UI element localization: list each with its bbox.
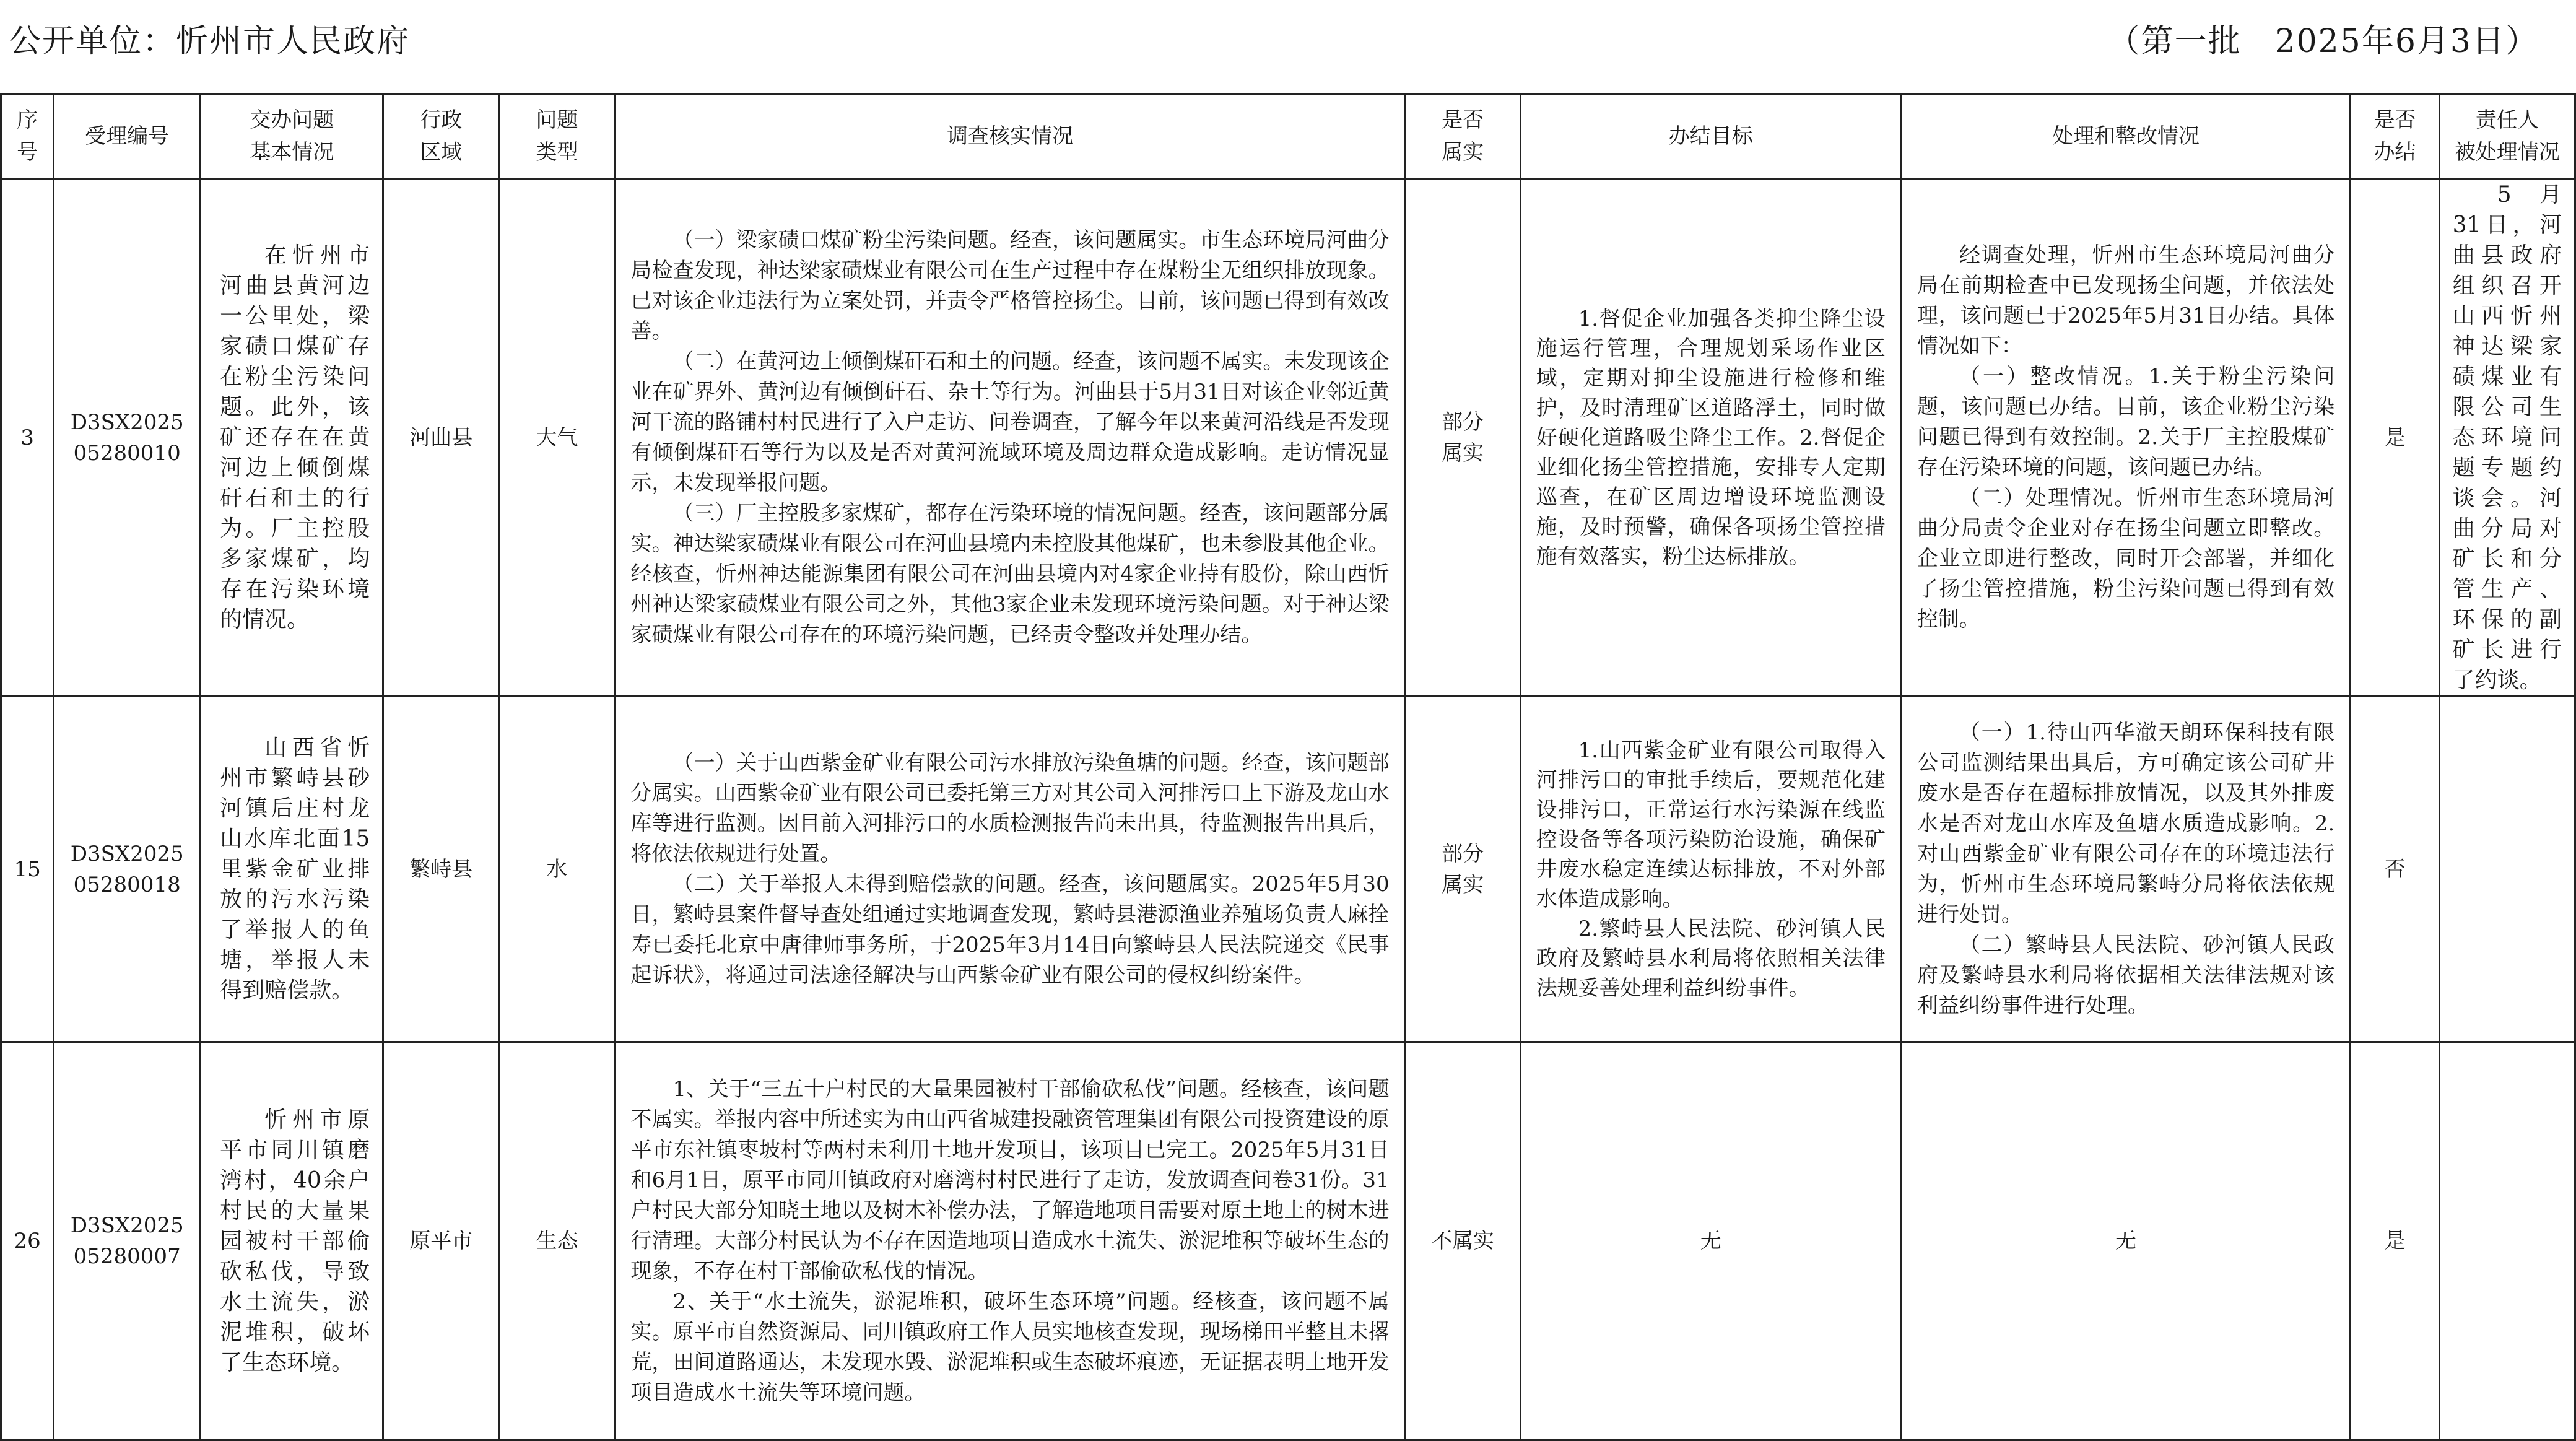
handling-paragraph: （二）繁峙县人民法院、砂河镇人民政府及繁峙县水利局将依据相关法律法规对该利益纠纷事件进行处理。 bbox=[1917, 932, 2335, 1018]
investigation-paragraph: 1、关于“三五十户村民的大量果园被村干部偷砍私伐”问题。经核查，该问题不属实。举报内容中所述实为由山西省城建投融资管理集团有限公司投资建设的原平市东社镇枣坡村等两村未利用土地开发项目，该项目已完工。2025年5月31日和6月1日，原平市同川镇政府对磨湾村村民进行了走访，发放调查问卷31份。31户村民大部分知晓土地以及树木补偿办法，了解造地项目需要对原土地上的树木进行清理。大部分村民认为不存在因造地项目造成水土流失、淤泥堆积等破坏生态的现象，不存在村干部偷砍私伐的情况。 bbox=[630, 1076, 1390, 1284]
investigation-paragraph: 2、关于“水土流失，淤泥堆积，破坏生态环境”问题。经核查，该问题不属实。原平市自然资源局、同川镇政府工作人员实地核查发现，现场梯田平整且未撂荒，田间道路通达，未发现水毁、淤泥堆积或生态破坏痕迹，无证据表明土地开发项目造成水土流失等环境问题。 bbox=[630, 1289, 1390, 1405]
cell-type: 生态 bbox=[499, 1042, 615, 1440]
table-row bbox=[1, 697, 2575, 1042]
cell-region: 繁峙县 bbox=[383, 697, 499, 1042]
investigation-paragraph: （三）厂主控股多家煤矿，都存在污染环境的情况问题。经查，该问题部分属实。神达梁家碛煤业有限公司在河曲县境内未控股其他煤矿，也未参股其他企业。经核查，忻州神达能源集团有限公司在河曲县境内对4家企业持有股份，除山西忻州神达梁家碛煤业有限公司之外，其他3家企业未发现环境污染问题。对于神达梁家碛煤业有限公司存在的环境污染问题，已经责令整改并处理办结。 bbox=[630, 500, 1390, 647]
goal-paragraph: 1.督促企业加强各类抑尘降尘设施运行管理，合理规划采场作业区域，定期对抑尘设施进行检修和维护，及时清理矿区道路浮土，同时做好硬化道路吸尘降尘工作。2.督促企业细化扬尘管控措施，安排专人定期巡查，在矿区周边增设环境监测设施，及时预警，确保各项扬尘管控措施有效落实，粉尘达标排放。 bbox=[1536, 306, 1886, 569]
cell-investigation bbox=[615, 179, 1405, 697]
table-header-row bbox=[1, 94, 2575, 179]
document-header bbox=[0, 0, 2576, 84]
cell-responsible bbox=[2439, 179, 2575, 697]
col-header-id: 受理编号 bbox=[54, 94, 201, 179]
case-table bbox=[0, 93, 2576, 1441]
cell-type: 水 bbox=[499, 697, 615, 1042]
responsible-text: 5月31日，河曲县政府组织召开山西忻州神达梁家碛煤业有限公司生态环境问题专题约谈会。河曲分局对矿长和分管生产、环保的副矿长进行了约谈。 bbox=[2452, 182, 2562, 693]
col-header-type: 问题 类型 bbox=[499, 94, 615, 179]
cell-seq: 15 bbox=[1, 697, 54, 1042]
handling-paragraph: （一）1.待山西华澈天朗环保科技有限公司监测结果出具后，方可确定该公司矿井废水是否存在超标排放情况，以及其外排废水是否对龙山水库及鱼塘水质造成影响。2.对山西紫金矿业有限公司存在的环境违法行为，忻州市生态环境局繁峙分局将依法依规进行处罚。 bbox=[1917, 720, 2335, 927]
investigation-paragraph: （二）在黄河边上倾倒煤矸石和土的问题。经查，该问题不属实。未发现该企业在矿界外、黄河边有倾倒矸石、杂土等行为。河曲县于5月31日对该企业邻近黄河干流的路铺村村民进行了入户走访、问卷调查，了解今年以来黄河沿线是否发现有倾倒煤矸石等行为以及是否对黄河流域环境及周边群众造成影响。走访情况显示，未发现举报问题。 bbox=[630, 349, 1390, 495]
col-header-handling: 处理和整改情况 bbox=[1901, 94, 2350, 179]
cell-type: 大气 bbox=[499, 179, 615, 697]
cell-done: 否 bbox=[2351, 697, 2439, 1042]
goal-paragraph: 1.山西紫金矿业有限公司取得入河排污口的审批手续后，要规范化建设排污口，正常运行水污染源在线监控设备等各项污染防治设施，确保矿井废水稳定连续达标排放，不对外部水体造成影响。 bbox=[1536, 738, 1886, 912]
col-header-responsible: 责任人 被处理情况 bbox=[2439, 94, 2575, 179]
cell-responsible bbox=[2439, 697, 2575, 1042]
cell-id: D3SX2025 05280010 bbox=[54, 179, 201, 697]
cell-investigation bbox=[615, 1042, 1405, 1440]
cell-seq: 3 bbox=[1, 179, 54, 697]
cell-investigation bbox=[615, 697, 1405, 1042]
cell-goal bbox=[1520, 697, 1901, 1042]
cell-verified: 不属实 bbox=[1405, 1042, 1520, 1440]
cell-handling: 无 bbox=[1901, 1042, 2350, 1440]
handling-paragraph: （二）处理情况。忻州市生态环境局河曲分局责令企业对存在扬尘问题立即整改。企业立即进行整改，同时开会部署，并细化了扬尘管控措施，粉尘污染问题已得到有效控制。 bbox=[1917, 485, 2335, 632]
cell-seq: 26 bbox=[1, 1042, 54, 1440]
batch-date: （第一批 2025年6月3日） bbox=[2107, 23, 2539, 60]
investigation-paragraph: （二）关于举报人未得到赔偿款的问题。经查，该问题属实。2025年5月30日，繁峙县案件督导查处组通过实地调查发现，繁峙县港源渔业养殖场负责人麻拴寿已委托北京中唐律师事务所，于2025年3月14日向繁峙县人民法院递交《民事起诉状》，将通过司法途径解决与山西紫金矿业有限公司的侵权纠纷案件。 bbox=[630, 871, 1390, 988]
handling-paragraph: （一）整改情况。1.关于粉尘污染问题，该问题已办结。目前，该企业粉尘污染问题已得到有效控制。2.关于厂主控股煤矿存在污染环境的问题，该问题已办结。 bbox=[1917, 364, 2335, 480]
col-header-verified: 是否 属实 bbox=[1405, 94, 1520, 179]
cell-goal: 无 bbox=[1520, 1042, 1901, 1440]
goal-paragraph: 2.繁峙县人民法院、砂河镇人民政府及繁峙县水利局将依照相关法律法规妥善处理利益纠纷事件。 bbox=[1536, 916, 1886, 1001]
cell-handling bbox=[1901, 697, 2350, 1042]
table-row bbox=[1, 1042, 2575, 1440]
cell-handling bbox=[1901, 179, 2350, 697]
table-row bbox=[1, 179, 2575, 697]
cell-verified: 部分 属实 bbox=[1405, 697, 1520, 1042]
col-header-region: 行政 区域 bbox=[383, 94, 499, 179]
col-header-basic: 交办问题 基本情况 bbox=[201, 94, 383, 179]
investigation-paragraph: （一）关于山西紫金矿业有限公司污水排放污染鱼塘的问题。经查，该问题部分属实。山西紫金矿业有限公司已委托第三方对其公司入河排污口上下游及龙山水库等进行监测。因目前入河排污口的水质检测报告尚未出具，待监测报告出具后，将依法依规进行处置。 bbox=[630, 750, 1390, 866]
handling-paragraph: 经调查处理，忻州市生态环境局河曲分局在前期检查中已发现扬尘问题，并依法处理，该问题已于2025年5月31日办结。具体情况如下： bbox=[1917, 243, 2335, 359]
cell-responsible bbox=[2439, 1042, 2575, 1440]
basic-text: 忻州市原平市同川镇磨湾村，40余户村民的大量果园被村干部偷砍私伐，导致水土流失，淤泥堆积，破坏了生态环境。 bbox=[220, 1107, 370, 1375]
col-header-seq: 序 号 bbox=[1, 94, 54, 179]
basic-text: 在忻州市河曲县黄河边一公里处，梁家碛口煤矿存在粉尘污染问题。此外，该矿还存在在黄河边上倾倒煤矸石和土的行为。厂主控股多家煤矿，均存在污染环境的情况。 bbox=[220, 243, 370, 632]
investigation-paragraph: （一）梁家碛口煤矿粉尘污染问题。经查，该问题属实。市生态环境局河曲分局检查发现，神达梁家碛煤业有限公司在生产过程中存在煤粉尘无组织排放现象。已对该企业违法行为立案处罚，并责令严格管控扬尘。目前，该问题已得到有效改善。 bbox=[630, 227, 1390, 344]
col-header-goal: 办结目标 bbox=[1520, 94, 1901, 179]
cell-verified: 部分 属实 bbox=[1405, 179, 1520, 697]
cell-region: 原平市 bbox=[383, 1042, 499, 1440]
cell-id: D3SX2025 05280018 bbox=[54, 697, 201, 1042]
cell-basic bbox=[201, 1042, 383, 1440]
cell-basic bbox=[201, 697, 383, 1042]
col-header-done: 是否 办结 bbox=[2351, 94, 2439, 179]
col-header-investigation: 调查核实情况 bbox=[615, 94, 1405, 179]
cell-region: 河曲县 bbox=[383, 179, 499, 697]
cell-done: 是 bbox=[2351, 179, 2439, 697]
cell-id: D3SX2025 05280007 bbox=[54, 1042, 201, 1440]
cell-goal bbox=[1520, 179, 1901, 697]
basic-text: 山西省忻州市繁峙县砂河镇后庄村龙山水库北面15里紫金矿业排放的污水污染了举报人的鱼塘，举报人未得到赔偿款。 bbox=[220, 735, 370, 1003]
publishing-unit: 公开单位：忻州市人民政府 bbox=[9, 23, 411, 60]
cell-done: 是 bbox=[2351, 1042, 2439, 1440]
cell-basic bbox=[201, 179, 383, 697]
